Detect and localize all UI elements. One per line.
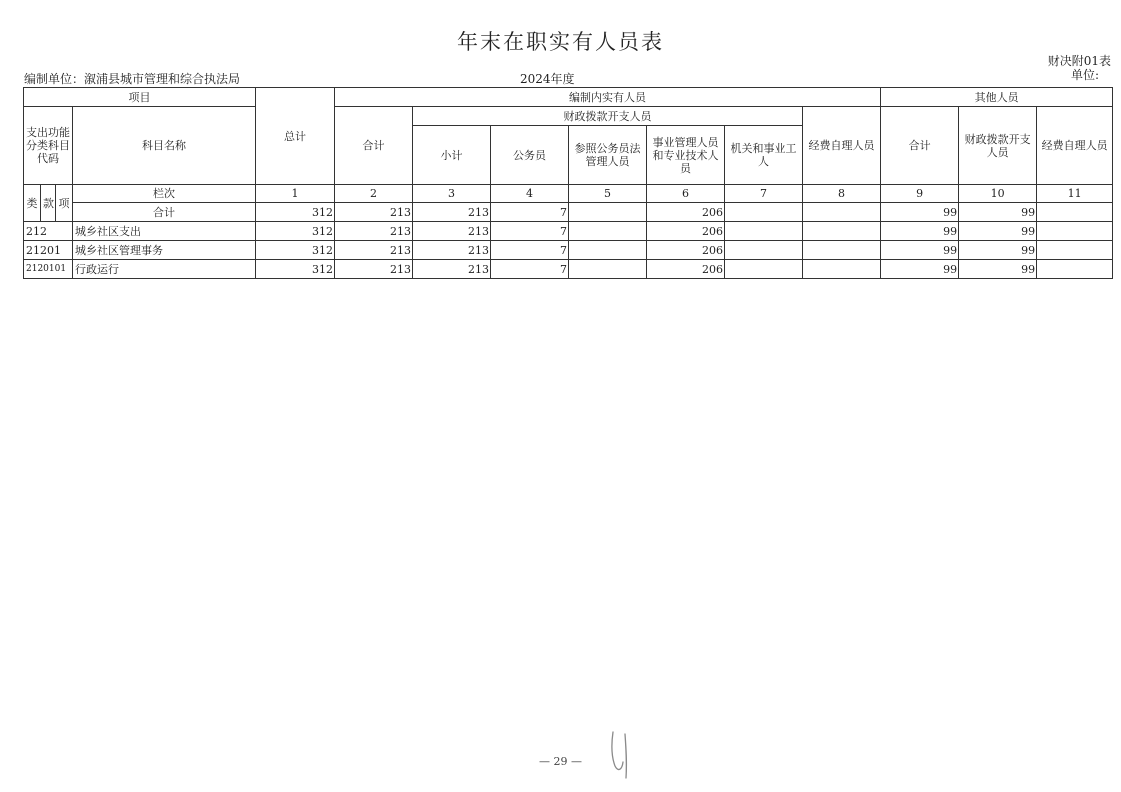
col-num: 5 [569,185,647,203]
managed-as-civil-header: 参照公务员法管理人员 [569,126,647,185]
cell-value [803,203,881,222]
cell-value: 312 [256,260,335,279]
cell-value: 7 [491,241,569,260]
row-name: 城乡社区管理事务 [73,241,256,260]
column-index-row [24,185,1113,203]
cell-value: 7 [491,222,569,241]
total-header: 总计 [256,88,335,185]
handwritten-mark [608,728,632,780]
cell-value: 99 [959,241,1037,260]
civil-servant-header: 公务员 [491,126,569,185]
xiang-header: 项 [56,185,73,222]
unit-label: 单位: [1070,68,1099,82]
cell-value: 213 [335,222,413,241]
col-num: 6 [647,185,725,203]
cell-value [803,222,881,241]
cell-value: 206 [647,203,725,222]
cell-value: 213 [413,222,491,241]
col-num: 2 [335,185,413,203]
cell-value [1037,222,1113,241]
other-fiscal-header: 财政拨款开支人员 [959,107,1037,185]
cell-value: 99 [959,203,1037,222]
fiscal-subtotal-header: 小计 [413,126,491,185]
cell-value: 99 [881,241,959,260]
table-row-total [24,203,1113,222]
cell-value [1037,203,1113,222]
col-num: 1 [256,185,335,203]
page-title: 年末在职实有人员表 [457,30,664,54]
row-name: 行政运行 [73,260,256,279]
project-header: 项目 [24,88,256,107]
table-row [24,241,1113,260]
cell-value [1037,260,1113,279]
table-row [24,260,1113,279]
cell-value: 213 [413,260,491,279]
col-num: 7 [725,185,803,203]
row-code: 2120101 [24,260,73,279]
fiscal-staff-header: 财政拨款开支人员 [413,107,803,126]
cell-value: 312 [256,241,335,260]
col-num: 9 [881,185,959,203]
cell-value: 99 [959,260,1037,279]
header-row-2 [24,107,1113,126]
cell-value [569,222,647,241]
page-number: — 29 — [539,755,582,768]
cell-value: 213 [335,260,413,279]
cell-value [569,241,647,260]
table-row [24,222,1113,241]
col-num: 10 [959,185,1037,203]
cell-value [725,260,803,279]
cell-value: 213 [413,241,491,260]
header-row-1 [24,88,1113,107]
cell-value: 99 [881,203,959,222]
other-header: 其他人员 [881,88,1113,107]
cell-value: 312 [256,222,335,241]
cell-value [725,203,803,222]
cell-value: 213 [335,203,413,222]
row-name: 合计 [73,203,256,222]
staff-table [23,87,1113,279]
cell-value: 213 [413,203,491,222]
cell-value: 99 [959,222,1037,241]
cell-value [1037,241,1113,260]
cell-value: 213 [335,241,413,260]
self-funded-header: 经费自理人员 [803,107,881,185]
organization: 编制单位：溆浦县城市管理和综合执法局 [24,72,241,86]
cell-value: 7 [491,260,569,279]
col-num: 8 [803,185,881,203]
form-number: 财决附01表 [1047,54,1111,68]
cell-value: 206 [647,241,725,260]
worker-header: 机关和事业工人 [725,126,803,185]
cell-value [569,260,647,279]
lei-header: 类 [24,185,41,222]
staffed-header: 编制内实有人员 [335,88,881,107]
row-name: 城乡社区支出 [73,222,256,241]
cell-value: 206 [647,260,725,279]
row-code: 212 [24,222,73,241]
cell-value: 99 [881,260,959,279]
cell-value: 206 [647,222,725,241]
col-num: 11 [1037,185,1113,203]
institution-mgmt-header: 事业管理人员和专业技术人员 [647,126,725,185]
cell-value [569,203,647,222]
fiscal-year: 2024年度 [520,72,575,86]
cell-value: 312 [256,203,335,222]
cell-value [725,241,803,260]
col-num: 3 [413,185,491,203]
other-total-header: 合计 [881,107,959,185]
col-num: 4 [491,185,569,203]
subject-name-header: 科目名称 [73,107,256,185]
cell-value [803,241,881,260]
kuan-header: 款 [41,185,56,222]
func-code-header: 支出功能分类科目代码 [24,107,73,185]
row-code: 21201 [24,241,73,260]
cell-value [803,260,881,279]
cell-value: 99 [881,222,959,241]
column-index-label: 栏次 [73,185,256,203]
other-self-header: 经费自理人员 [1037,107,1113,185]
staffed-total-header: 合计 [335,107,413,185]
cell-value [725,222,803,241]
cell-value: 7 [491,203,569,222]
